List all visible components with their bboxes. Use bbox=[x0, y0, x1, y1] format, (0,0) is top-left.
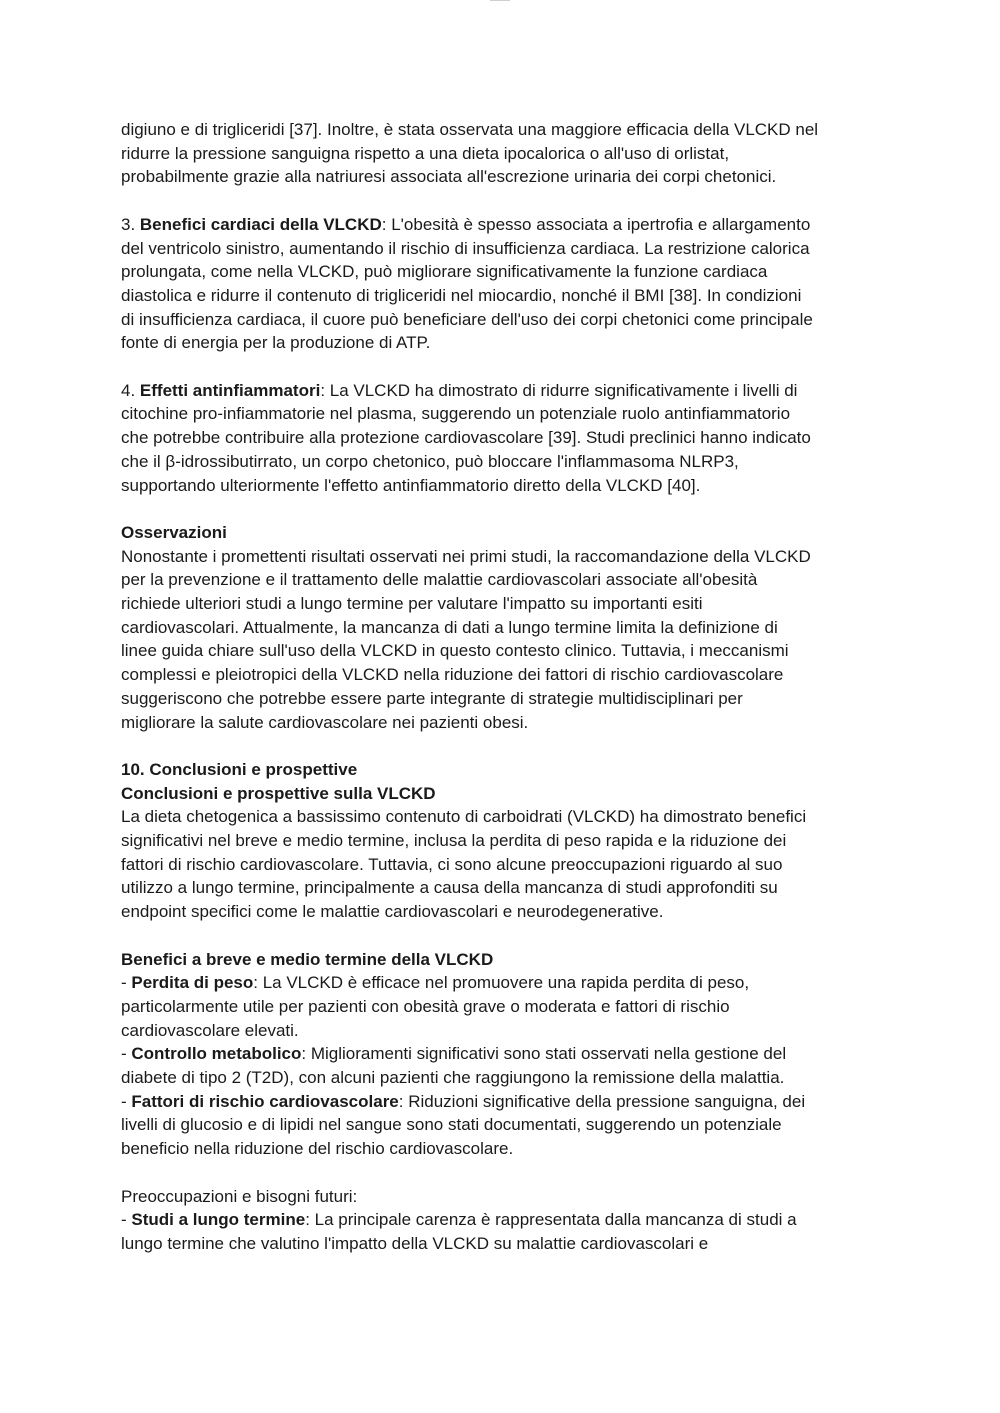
page-header-mark bbox=[490, 0, 510, 4]
text-line: fattori di rischio cardiovascolare. Tuttavia, ci sono alcune preoccupazioni riguardo al suo bbox=[121, 854, 783, 874]
text-line: supportando ulteriormente l'effetto antinfiammatorio diretto della VLCKD [40]. bbox=[121, 475, 701, 495]
list-item bbox=[121, 1042, 881, 1066]
section-heading: Benefici a breve e medio termine della VLCKD bbox=[121, 949, 494, 969]
paragraph-intro bbox=[121, 118, 881, 189]
section-heading: Preoccupazioni e bisogni futuri: bbox=[121, 1186, 358, 1206]
section-benefits bbox=[121, 948, 881, 1161]
text-line: del ventricolo sinistro, aumentando il rischio di insufficienza cardiaca. La restrizione calorica bbox=[121, 238, 810, 258]
text-line: suggeriscono che potrebbe essere parte integrante di strategie multidisciplinari per bbox=[121, 688, 743, 708]
text-line: richiede ulteriori studi a lungo termine per valutare l'impatto su importanti esiti bbox=[121, 594, 703, 614]
text-line: diabete di tipo 2 (T2D), con alcuni pazienti che raggiungono la remissione della malattia. bbox=[121, 1068, 785, 1088]
text-line: cardiovascolari. Attualmente, la mancanza di dati a lungo termine limita la definizione di bbox=[121, 617, 778, 637]
section-conclusions bbox=[121, 758, 881, 924]
text-line: che il β-idrossibutirrato, un corpo chetonico, può bloccare l'inflammasoma NLRP3, bbox=[121, 451, 739, 471]
text-line: per la prevenzione e il trattamento delle malattie cardiovascolari associate all'obesità bbox=[121, 570, 758, 590]
text-line: utilizzo a lungo termine, principalmente a causa della mancanza di studi approfonditi su bbox=[121, 878, 778, 898]
text-line: particolarmente utile per pazienti con obesità grave o moderata e fattori di rischio bbox=[121, 996, 730, 1016]
list-dash: - bbox=[121, 973, 132, 993]
list-item bbox=[121, 1090, 881, 1114]
text-line: livelli di glucosio e di lipidi nel sangue sono stati documentati, suggerendo un potenziale bbox=[121, 1115, 782, 1135]
text-run: : L'obesità è spesso associata a ipertrofia e allargamento bbox=[381, 214, 811, 234]
bold-term: Fattori di rischio cardiovascolare bbox=[131, 1091, 399, 1111]
text-line: lungo termine che valutino l'impatto della VLCKD su malattie cardiovascolari e bbox=[121, 1233, 709, 1253]
text-line: fonte di energia per la produzione di ATP. bbox=[121, 333, 431, 353]
section-concerns bbox=[121, 1185, 881, 1256]
text-line: probabilmente grazie alla natriuresi associata all'escrezione urinaria dei corpi chetonici. bbox=[121, 167, 777, 187]
bold-term: Studi a lungo termine bbox=[131, 1210, 306, 1230]
text-run: : La principale carenza è rappresentata dalla mancanza di studi a bbox=[305, 1210, 797, 1230]
text-line: linee guida chiare sull'uso della VLCKD in questo contesto clinico. Tuttavia, i meccanismi bbox=[121, 641, 789, 661]
section-heading: Osservazioni bbox=[121, 522, 227, 542]
text-line: migliorare la salute cardiovascolare nei pazienti obesi. bbox=[121, 712, 529, 732]
text-line: complessi e pleiotropici della VLCKD nella riduzione dei fattori di rischio cardiovascolare bbox=[121, 665, 784, 685]
list-dash: - bbox=[121, 1210, 132, 1230]
text-line: beneficio nella riduzione del rischio cardiovascolare. bbox=[121, 1139, 514, 1159]
text-run: : Miglioramenti significativi sono stati osservati nella gestione del bbox=[301, 1044, 787, 1064]
list-dash: - bbox=[121, 1044, 132, 1064]
list-number: 4. bbox=[121, 380, 140, 400]
section-observations bbox=[121, 521, 881, 734]
document-page bbox=[121, 118, 881, 1256]
text-line bbox=[121, 379, 881, 403]
text-line: che potrebbe contribuire alla protezione cardiovascolare [39]. Studi preclinici hanno indicato bbox=[121, 428, 811, 448]
list-number: 3. bbox=[121, 214, 140, 234]
list-dash: - bbox=[121, 1091, 132, 1111]
text-run: : La VLCKD ha dimostrato di ridurre significativamente i livelli di bbox=[320, 380, 798, 400]
text-run: : Riduzioni significative della pressione sanguigna, dei bbox=[398, 1091, 806, 1111]
paragraph-anti-inflammatory bbox=[121, 379, 881, 498]
text-line: cardiovascolare elevati. bbox=[121, 1020, 299, 1040]
text-line bbox=[121, 213, 881, 237]
text-line: digiuno e di trigliceridi [37]. Inoltre, è stata osservata una maggiore efficacia della VLCKD nel bbox=[121, 120, 819, 139]
section-heading: 10. Conclusioni e prospettive bbox=[121, 759, 358, 779]
subsection-heading: Conclusioni e prospettive sulla VLCKD bbox=[121, 783, 436, 803]
text-line: La dieta chetogenica a bassissimo contenuto di carboidrati (VLCKD) ha dimostrato benefici bbox=[121, 807, 807, 827]
bold-term: Effetti antinfiammatori bbox=[139, 380, 321, 400]
text-line: citochine pro-infiammatorie nel plasma, suggerendo un potenziale ruolo antinfiammatorio bbox=[121, 404, 791, 424]
text-line: endpoint specifici come le malattie cardiovascolari e neurodegenerative. bbox=[121, 902, 664, 922]
list-item bbox=[121, 971, 881, 995]
text-line: Nonostante i promettenti risultati osservati nei primi studi, la raccomandazione della VLCKD bbox=[121, 546, 811, 566]
bold-term: Controllo metabolico bbox=[131, 1044, 302, 1064]
paragraph-cardiac-benefits bbox=[121, 213, 881, 355]
text-line: ridurre la pressione sanguigna rispetto a una dieta ipocalorica o all'uso di orlistat, bbox=[121, 143, 730, 163]
text-run: : La VLCKD è efficace nel promuovere una rapida perdita di peso, bbox=[253, 973, 750, 993]
bold-term: Perdita di peso bbox=[131, 973, 254, 993]
text-line: diastolica e ridurre il contenuto di trigliceridi nel miocardio, nonché il BMI [38]. In condizioni bbox=[121, 285, 802, 305]
text-line: prolungata, come nella VLCKD, può migliorare significativamente la funzione cardiaca bbox=[121, 262, 768, 282]
bold-term: Benefici cardiaci della VLCKD bbox=[139, 214, 382, 234]
text-line: di insufficienza cardiaca, il cuore può beneficiare dell'uso dei corpi chetonici come principale bbox=[121, 309, 813, 329]
list-item bbox=[121, 1208, 881, 1232]
text-line: significativi nel breve e medio termine, inclusa la perdita di peso rapida e la riduzione dei bbox=[121, 831, 787, 851]
